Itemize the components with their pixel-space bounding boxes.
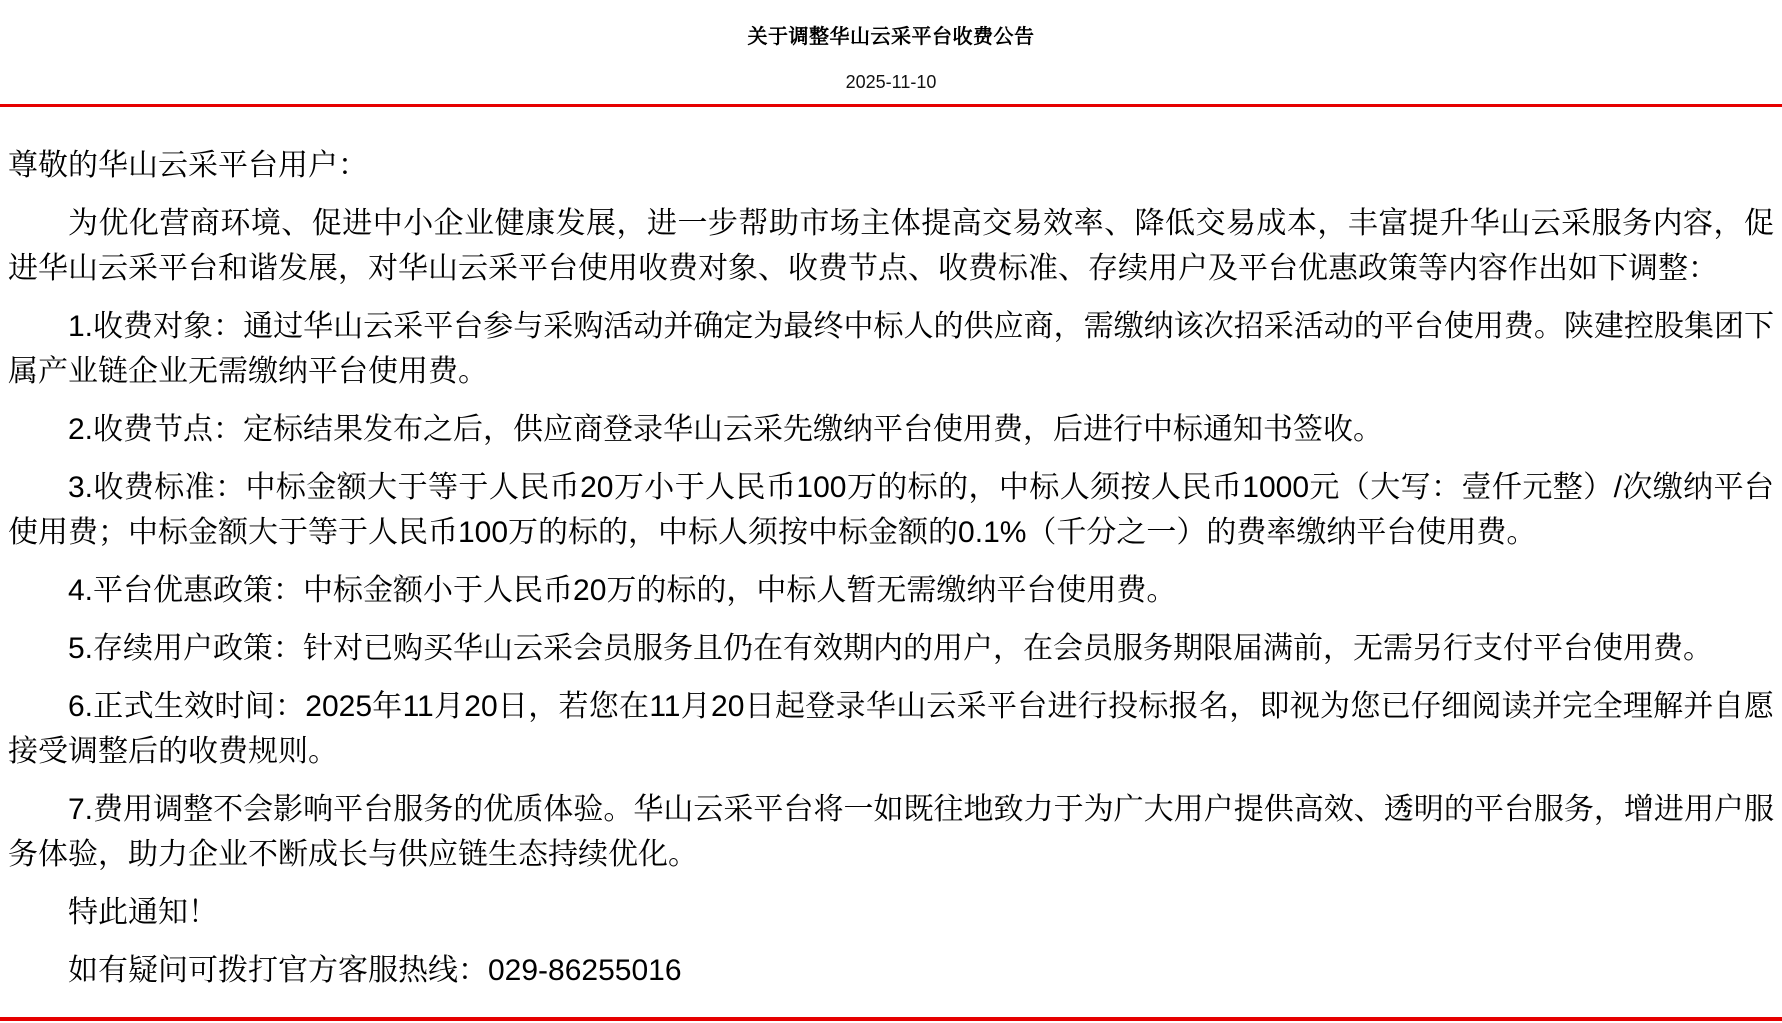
salutation: 尊敬的华山云采平台用户： (8, 149, 368, 182)
announcement-header (0, 0, 1782, 104)
paragraph-intro: 为优化营商环境、促进中小企业健康发展，进一步帮助市场主体提高交易效率、降低交易成本，丰富提升华山云采服务内容，促进华山云采平台和谐发展，对华山云采平台使用收费对象、收费节点、收费标准、存续用户及平台优惠政策等内容作出如下调整： (8, 207, 1774, 285)
publish-date: 2025-11-10 (845, 72, 937, 92)
page-title: 关于调整华山云采平台收费公告 (747, 26, 1035, 48)
announcement-body (0, 107, 1782, 993)
paragraph-service-quality: 7.费用调整不会影响平台服务的优质体验。华山云采平台将一如既往地致力于为广大用户提供高效、透明的平台服务，增进用户服务体验，助力企业不断成长与供应链生态持续优化。 (8, 793, 1774, 871)
hotline-label: 如有疑问可拨打官方客服热线： (68, 954, 488, 987)
customer-service-hotline (8, 948, 1774, 993)
paragraph-existing-user-policy: 5.存续用户政策：针对已购买华山云采会员服务且仍在有效期内的用户，在会员服务期限届满前，无需另行支付平台使用费。 (68, 632, 1714, 665)
paragraph-fee-target: 1.收费对象：通过华山云采平台参与采购活动并确定为最终中标人的供应商，需缴纳该次招采活动的平台使用费。陕建控股集团下属产业链企业无需缴纳平台使用费。 (8, 310, 1774, 388)
footer-divider (0, 1017, 1782, 1021)
paragraph-effective-date: 6.正式生效时间：2025年11月20日，若您在11月20日起登录华山云采平台进行投标报名，即视为您已仔细阅读并完全理解并自愿接受调整后的收费规则。 (8, 690, 1774, 768)
paragraph-discount-policy: 4.平台优惠政策：中标金额小于人民币20万的标的，中标人暂无需缴纳平台使用费。 (68, 574, 1177, 607)
paragraph-fee-node: 2.收费节点：定标结果发布之后，供应商登录华山云采先缴纳平台使用费，后进行中标通知书签收。 (68, 413, 1384, 446)
notice-closing: 特此通知！ (68, 896, 218, 929)
paragraph-fee-standard: 3.收费标准：中标金额大于等于人民币20万小于人民币100万的标的，中标人须按人民币1000元（大写：壹仟元整）/次缴纳平台使用费；中标金额大于等于人民币100万的标的，中标人须按中标金额的0.1%（千分之一）的费率缴纳平台使用费。 (8, 471, 1774, 549)
hotline-number: 029-86255016 (488, 954, 682, 987)
